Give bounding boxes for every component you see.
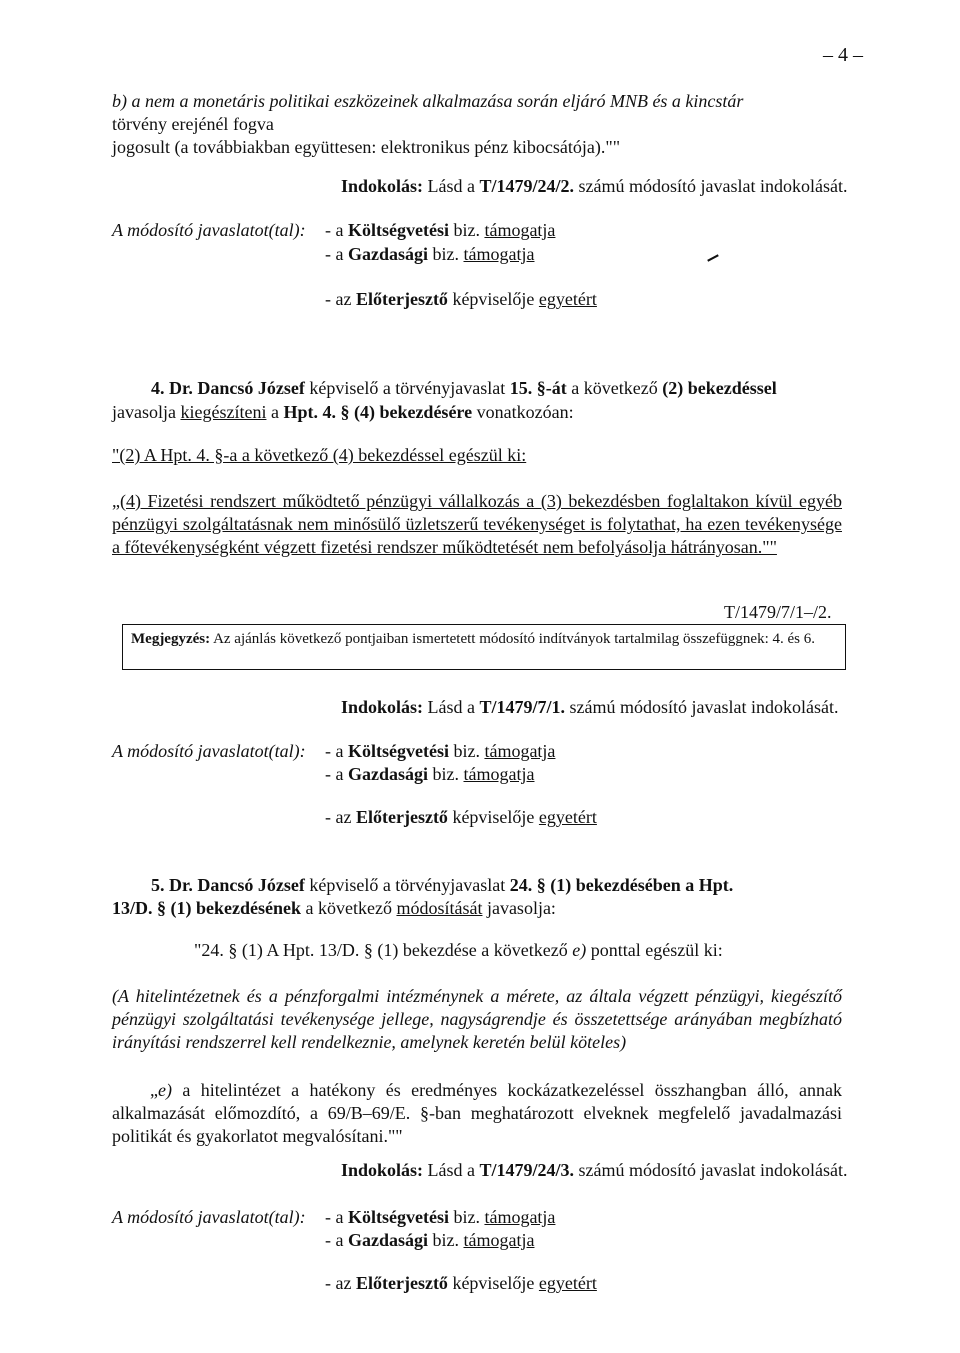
support-1-committee-1 [325,219,555,242]
committee-name: Gazdasági [347,764,428,784]
support-2-committee-1 [325,740,555,763]
item-4-line1 [151,377,777,400]
prefix: - a [325,1207,344,1227]
prefix: - az [325,807,352,827]
prefix: - az [325,289,352,309]
item-4-quote-body: „(4) Fizetési rendszert működtető pénzügyi vállalkozás a (3) bekezdésben foglaltakon kívül egyéb pénzügyi szolgáltatásnak nem minősülő üzletszerű tevékenységet is folytathat, ha ezen tevékenysége a főtevékenységként végzett fizetési rendszer működtetését nem befolyásolja hátrányosan."" [112,491,842,557]
committee-name: Költségvetési [347,741,449,761]
support-2-committee-2 [325,763,534,786]
item-4-doc-ref: T/1479/7/1–/2. [724,602,832,622]
page-number: – 4 – [823,44,863,66]
biz: biz. [453,741,480,761]
text: képviselő a törvényjavaslat [309,378,506,398]
prefix: - az [325,1273,352,1293]
item-4-quote-head: "(2) A Hpt. 4. §-a a következő (4) bekezdéssel egészül ki: [112,445,527,465]
block-b-text: b) a nem a monetáris politikai eszközeinek alkalmazása során eljáró MNB és a kincstár [112,91,744,111]
action: támogatja [463,244,535,264]
committee-name: Gazdasági [347,244,428,264]
prefix: - a [325,741,344,761]
item-number: 5. [151,875,165,895]
justification-pre: Lásd a [427,176,476,196]
justification-label: Indokolás: [341,1160,424,1180]
text: javasolja: [486,898,556,918]
underlined-text: módosítását [396,898,483,918]
action: támogatja [463,764,535,784]
text: "24. § (1) A Hpt. 13/D. § (1) bekezdése a következő [194,940,568,960]
ref: 15. §-át [509,378,567,398]
note-box [122,624,846,670]
prefix: - a [325,244,344,264]
support-1-submitter [325,288,597,311]
item-4-line2 [112,401,574,424]
underlined-text: kiegészíteni [180,402,267,422]
committee-name: Költségvetési [347,220,449,240]
support-3-submitter [325,1272,597,1295]
quote-open: „ [150,1080,158,1100]
justification-2 [341,696,839,719]
block-b-line3: jogosult (a továbbiakban együttesen: elektronikus pénz kibocsátója)."" [112,137,621,157]
text: a [270,402,279,422]
mid: képviselője [452,289,535,309]
text: a következő [305,898,392,918]
prefix: - a [325,220,344,240]
biz: biz. [432,1230,459,1250]
support-2-label: A módosító javaslatot(tal): [112,741,306,761]
support-3-committee-1 [325,1206,555,1229]
item-5-line2 [112,897,556,920]
action: támogatja [484,220,556,240]
justification-pre: Lásd a [427,697,476,717]
item-5-point-e [112,1079,842,1148]
justification-post: számú módosító javaslat indokolását. [578,176,848,196]
author-name: Dr. Dancsó József [169,875,305,895]
ref: Hpt. 4. § (4) bekezdésére [283,402,473,422]
prefix: - a [325,764,344,784]
prefix: - a [325,1230,344,1250]
justification-post: számú módosító javaslat indokolását. [578,1160,848,1180]
mid: képviselője [452,1273,535,1293]
biz: biz. [453,220,480,240]
justification-ref: T/1479/24/2. [479,176,575,196]
block-b-line1 [112,90,743,113]
ref: (2) bekezdéssel [662,378,777,398]
point-label: e) [158,1080,172,1100]
point-label: e) [572,940,587,960]
action: támogatja [484,741,556,761]
biz: biz. [453,1207,480,1227]
note-label: Megjegyzés: [131,631,211,647]
action: támogatja [463,1230,535,1250]
justification-ref: T/1479/7/1. [479,697,566,717]
text: vonatkozóan: [476,402,574,422]
support-2-submitter [325,806,597,829]
justification-post: számú módosító javaslat indokolását. [569,697,839,717]
item-number: 4. [151,378,165,398]
text: képviselő a törvényjavaslat [309,875,506,895]
submitter-name: Előterjesztő [355,1273,448,1293]
action: egyetért [538,1273,597,1293]
pen-mark [707,254,719,261]
submitter-name: Előterjesztő [355,289,448,309]
justification-1 [341,175,848,198]
note-text: Az ajánlás következő pontjaiban ismertetett módosító indítványok tartalmilag összefüggnek: 4. és 6. [213,631,815,647]
text: javasolja [112,402,176,422]
item-5-italic-para: (A hitelintézetnek és a pénzforgalmi intézménynek a mérete, az általa végzett pénzügyi, kiegészítő pénzügyi szolgáltatási tevékenysége jellege, nagyságrendje és összetettsége arányában megbízható irányítási rendszerrel kell rendelkeznie, amelynek keretén belül köteles) [112,986,842,1052]
text: a következő [571,378,658,398]
text: ponttal egészül ki: [590,940,723,960]
justification-3 [341,1159,848,1182]
support-1-label: A módosító javaslatot(tal): [112,220,306,240]
author-name: Dr. Dancsó József [169,378,305,398]
justification-ref: T/1479/24/3. [479,1160,575,1180]
justification-pre: Lásd a [427,1160,476,1180]
justification-label: Indokolás: [341,176,424,196]
action: támogatja [484,1207,556,1227]
support-3-label: A módosító javaslatot(tal): [112,1207,306,1227]
submitter-name: Előterjesztő [355,807,448,827]
committee-name: Költségvetési [347,1207,449,1227]
biz: biz. [432,244,459,264]
support-3-committee-2 [325,1229,534,1252]
action: egyetért [538,289,597,309]
action: egyetért [538,807,597,827]
ref: 24. § (1) bekezdésében a Hpt. [509,875,734,895]
mid: képviselője [452,807,535,827]
committee-name: Gazdasági [347,1230,428,1250]
item-5-line1 [151,874,733,897]
point-text: a hitelintézet a hatékony és eredményes kockázatkezeléssel összhangban álló, annak alkalmazását előmozdító, a 69/B–69/E. §-ban meghatározott elveknek megfelelő javadalmazási politikát és gyakorlatot megvalósítani."" [112,1080,842,1146]
support-1-committee-2 [325,243,534,266]
justification-label: Indokolás: [341,697,424,717]
block-b-line2: törvény erejénél fogva [112,114,274,134]
biz: biz. [432,764,459,784]
item-5-quote-head [194,939,723,962]
ref: 13/D. § (1) bekezdésének [112,898,301,918]
